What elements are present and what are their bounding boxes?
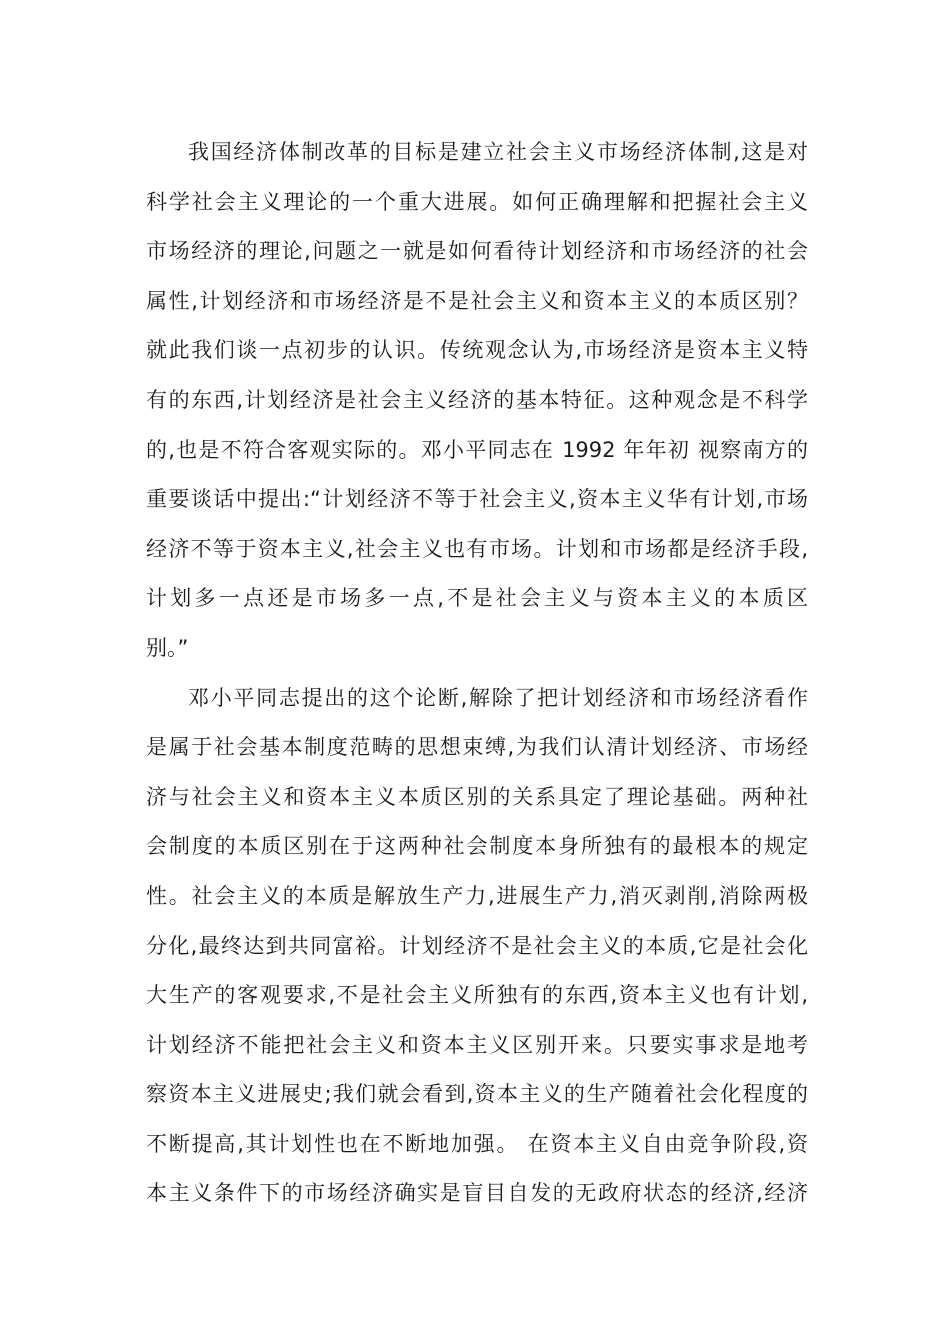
paragraph-line: 邓小平同志提出的这个论断,解除了把计划经济和市场经济看作 [188,685,808,710]
paragraph-line: 是属于社会基本制度范畴的思想束缚,为我们认清计划经济、市场经 [146,735,808,760]
paragraph-line: 市场经济的理论,问题之一就是如何看待计划经济和市场经济的社会 [146,239,808,264]
paragraph-line: 不断提高,其计划性也在不断地加强。 在资本主义自由竞争阶段,资 [146,1131,808,1156]
paragraph-line: 属性,计划经济和市场经济是不是社会主义和资本主义的本质区别？ [146,288,808,313]
paragraph-line: 察资本主义进展史;我们就会看到,资本主义的生产随着社会化程度的 [146,1082,808,1107]
paragraph-line: 就此我们谈一点初步的认识。传统观念认为,市场经济是资本主义特 [146,338,808,363]
paragraph-line: 济与社会主义和资本主义本质区别的关系具定了理论基础。两种社 [146,784,808,809]
paragraph-line: 别。” [146,635,189,660]
paragraph-line: 的,也是不符合客观实际的。邓小平同志在 1992 年年初 视察南方的 [146,437,808,462]
paragraph-line: 会制度的本质区别在于这两种社会制度本身所独有的最根本的规定 [146,834,808,859]
paragraph-1 [146,128,808,674]
paragraph-line: 我国经济体制改革的目标是建立社会主义市场经济体制,这是对 [188,140,808,164]
paragraph-line: 性。社会主义的本质是解放生产力,进展生产力,消灭剥削,消除两极 [146,883,808,908]
paragraph-line: 科学社会主义理论的一个重大进展。如何正确理解和把握社会主义 [146,189,808,214]
paragraph-line: 重要谈话中提出:“计划经济不等于社会主义,资本主义华有计划,市场 [146,487,808,512]
paragraph-line: 大生产的客观要求,不是社会主义所独有的东西,资本主义也有计划, [146,983,808,1008]
paragraph-line: 经济不等于资本主义,社会主义也有市场。计划和市场都是经济手段, [146,536,808,561]
paragraph-line: 有的东西,计划经济是社会主义经济的基本特征。这种观念是不科学 [146,387,808,412]
paragraph-line: 计划多一点还是市场多一点,不是社会主义与资本主义的本质区 [146,586,808,611]
paragraph-line: 分化,最终达到共同富裕。计划经济不是社会主义的本质,它是社会化 [146,933,808,958]
paragraph-line: 计划经济不能把社会主义和资本主义区别开来。只要实事求是地考 [146,1032,808,1057]
document-body [146,128,808,1219]
paragraph-2 [146,674,808,1220]
paragraph-line: 本主义条件下的市场经济确实是盲目自发的无政府状态的经济,经济 [146,1181,808,1206]
